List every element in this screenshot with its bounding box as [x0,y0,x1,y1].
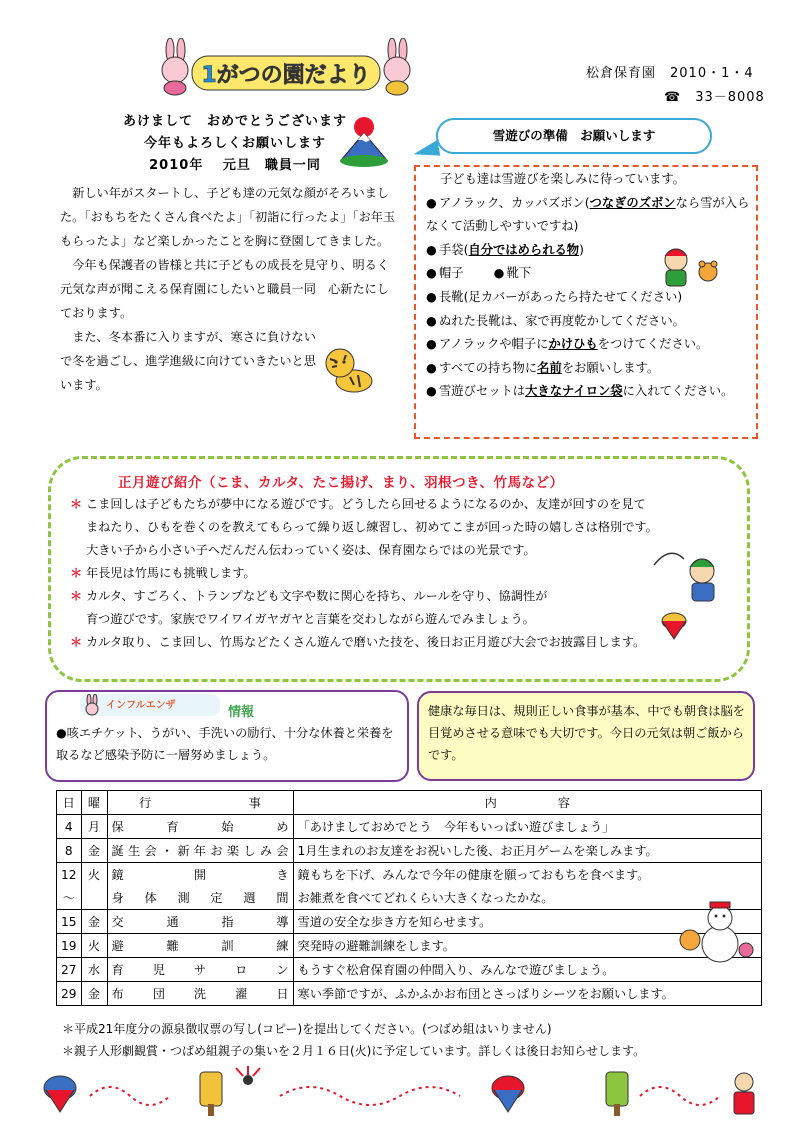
spinning-top-icon [492,1076,524,1112]
shuttlecock-icon [236,1066,260,1085]
note-2: ＊親子人形劇観賞・つばめ組親子の集いを２月１６日(火)に予定しています。詳しくは後日お知らせします。 [62,1044,646,1058]
spinning-top-icon [44,1076,76,1112]
schedule-table [56,790,762,1006]
greeting-line-3: 2010年 元旦 職員一同 [149,158,321,173]
table-row: 15 金 交通指導 雪道の安全な歩き方を知らせます。 [57,910,762,934]
child-spinning-top-icon [650,545,736,645]
child-playing-snow-icon [656,242,726,294]
intro-paragraph-3: また、冬本番に入りますが、寒さに負けないで冬を過ごし、進学進級に向けていきたいと思います。 [60,330,316,392]
games-item-continued: 大きい子から小さい子へだんだん伝わっていく姿は、保育園ならではの光景です。 [86,543,536,557]
snow-item: ● ぬれた長靴は、家で再度乾かしてください。 [426,313,685,328]
intro-paragraph-1: 新しい年がスタートし、子ども達の元気な顔がそろいました。「おもちをたくさん食べたよ」「初詣に行ったよ」「お年玉もらったよ」など楽しかったことを胸に登園してきました。 [60,186,396,248]
mount-fuji-sunrise-icon [336,113,392,169]
games-list [70,493,740,654]
rabbit-right-icon [384,38,410,95]
intro-paragraph-2: 今年も保護者の皆様と共に子どもの成長を見守り、明るく元気な声が聞こえる保育園にしたいと職員一同 心新たにしております。 [60,258,390,320]
tiger-icon [320,343,380,399]
table-row: 8 金 誕生会・新年お楽しみ会 1月生まれのお友達をお祝いした後、お正月ゲームを楽しみます。 [57,839,762,863]
phone-number: ☎ 33－8008 [664,90,765,105]
new-year-toys-border [40,1066,760,1118]
table-row: 27 水 育児サロン もうすぐ松倉保育園の仲間入り、みんなで遊びましょう。 [57,958,762,982]
battledore-icon [200,1072,222,1116]
child-figure-icon [734,1073,754,1114]
table-row: 29 金 布団洗濯日 寒い季節ですが、ふかふかお布団とさっぱりシーツをお願いします。 [57,982,762,1006]
column-header: 行 事 [107,791,293,815]
snow-item: ● すべての持ち物に名前をお願いします。 [426,360,660,375]
snow-item: ● 雪遊びセットは大きなナイロン袋に入れてください。 [426,384,734,399]
flu-text: ●咳エチケット、うがい、手洗いの励行、十分な休養と栄養を取るなど感染予防に一層努めましょう。 [56,726,394,762]
column-header: 日 [57,791,82,815]
snow-item: ● 帽子 ● 靴下 [426,266,532,281]
table-row: ～ 身体測定週間 お雑煮を食べてどれくらい大きくなったかな。 [57,886,762,910]
rabbit-left-icon [162,38,188,95]
table-row: 12 火 鏡開き 鏡もちを下げ、みんなで今年の健康を願っておもちを食べます。 [57,863,762,887]
title-text: 1がつの園だより [201,63,371,88]
flu-label-banner [80,694,220,716]
snow-item: ● 長靴(足カバーがあったら持たせてください) [426,289,683,304]
speech-bubble-tail [412,140,440,160]
games-item: ＊ こま回しは子どもたちが夢中になる遊びです。どうしたら回せるようになるのか、友達が回すのを見て [70,497,646,511]
snow-item: ● アノラック、カッパズボン(つなぎのズボンなら雪が入らなくて活動しやすいですね) [426,195,750,234]
games-item: ＊ 年長児は竹馬にも挑戦します。 [70,566,256,580]
games-section-title: 正月遊び紹介（こま、カルタ、たこ揚げ、まり、羽根つき、竹馬など） [118,475,564,491]
newsletter-title-banner [148,38,418,96]
column-header: 曜 [81,791,107,815]
battledore-icon [606,1072,628,1116]
games-item: ＊ カルタ、すごろく、トランプなども文字や数に関心を持ち、ルールを守り、協調性が [70,589,548,603]
games-item-continued: まねたり、ひもを巻くのを教えてもらって繰り返し練習し、初めてこまが回った時の嬉しさは格別です。 [86,520,658,534]
snowman-and-kids-icon [676,894,754,968]
rabbit-small-icon [82,694,102,716]
snow-intro: 子ども達は雪遊びを楽しみに待っています。 [440,172,685,186]
flu-title: 情報 [228,705,255,720]
snow-section-title: 雪遊びの準備 お願いします [436,118,712,154]
table-header-row [57,791,762,815]
greeting-line-2: 今年もよろしくお願いします [143,136,326,151]
school-and-date: 松倉保育園 2010・1・4 [586,66,754,81]
snow-item: ● 手袋(自分ではめられる物) [426,242,584,257]
note-1: ＊平成21年度分の源泉徴収票の写し(コピー)を提出してください。(つばめ組はいりません) [62,1022,552,1036]
health-text: 健康な毎日は、規則正しい食事が基本、中でも朝食は脳を目覚めさせる意味でも大切です。今日の元気は朝ご飯からです。 [428,704,745,762]
games-item: ＊ カルタ取り、こま回し、竹馬などたくさん遊んで磨いた技を、後日お正月遊び大会でお披露目します。 [70,635,646,649]
snow-item: ● アノラックや帽子にかけひもをつけてください。 [426,337,709,352]
table-row: 4 月 保育始め 「あけましておめでとう 今年もいっぱい遊びましょう」 [57,815,762,839]
greeting-line-1: あけまして おめでとうございます [122,114,347,129]
games-item-continued: 育つ遊びです。家族でワイワイガヤガヤと言葉を交わしながら遊んでみましょう。 [86,612,535,626]
flu-label: インフルエンザ [106,700,176,711]
table-row: 19 火 避難訓練 突発時の避難訓練をします。 [57,934,762,958]
column-header: 内 容 [293,791,761,815]
